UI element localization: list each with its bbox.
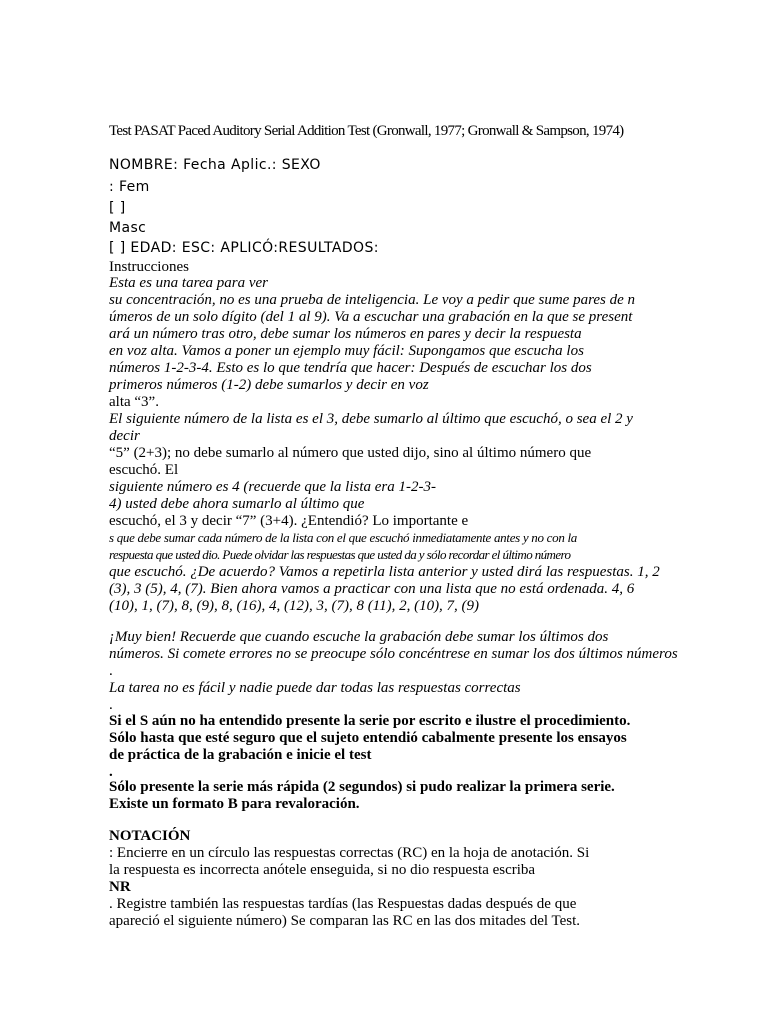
bold-instruction-line: Existe un formato B para revaloración. bbox=[109, 796, 360, 812]
instructions-line: escuchó, el 3 y decir “7” (3+4). ¿Entendió? Lo importante e bbox=[109, 513, 469, 529]
praise-line: . bbox=[109, 697, 113, 713]
instructions-line: 4) usted debe ahora sumarlo al último que bbox=[109, 496, 365, 512]
form-line-fem: : Fem bbox=[109, 179, 150, 195]
notation-line: : Encierre en un círculo las respuestas correctas (RC) en la hoja de anotación. Si bbox=[109, 845, 590, 861]
form-line-fem-box: [ ] bbox=[109, 200, 126, 216]
bold-instruction-line: Sólo hasta que esté seguro que el sujeto entendió cabalmente presente los ensayos bbox=[109, 730, 627, 746]
instructions-line: úmeros de un solo dígito (del 1 al 9). Va a escuchar una grabación en la que se present bbox=[109, 309, 633, 325]
instructions-line: su concentración, no es una prueba de inteligencia. Le voy a pedir que sume pares de n bbox=[109, 292, 635, 308]
document-title: Test PASAT Paced Auditory Serial Addition Test (Gronwall, 1977; Gronwall & Sampson, 1974) bbox=[109, 123, 624, 139]
instructions-line: “5” (2+3); no debe sumarlo al número que usted dijo, sino al último número que bbox=[109, 445, 592, 461]
notation-heading: NOTACIÓN bbox=[109, 828, 191, 844]
bold-instruction-line: Si el S aún no ha entendido presente la serie por escrito e ilustre el procedimiento. bbox=[109, 713, 631, 729]
praise-line: números. Si comete errores no se preocupe sólo concéntrese en sumar los dos últimos números bbox=[109, 646, 678, 662]
instructions-line: Esta es una tarea para ver bbox=[109, 275, 269, 291]
instructions-line: (10), 1, (7), 8, (9), 8, (16), 4, (12), 3, (7), 8 (11), 2, (10), 7, (9) bbox=[109, 598, 480, 614]
notation-line: NR bbox=[109, 879, 131, 895]
instructions-line: ará un número tras otro, debe sumar los números en pares y decir la respuesta bbox=[109, 326, 582, 342]
notation-line: la respuesta es incorrecta anótele enseguida, si no dio respuesta escriba bbox=[109, 862, 536, 878]
instructions-line: decir bbox=[109, 428, 140, 444]
instructions-line: siguiente número es 4 (recuerde que la lista era 1-2-3- bbox=[109, 479, 437, 495]
instructions-line: El siguiente número de la lista es el 3, debe sumarlo al último que escuchó, o sea el 2 y bbox=[109, 411, 633, 427]
instructions-heading: Instrucciones bbox=[109, 259, 189, 275]
notation-line: . Registre también las respuestas tardías (las Respuestas dadas después de que bbox=[109, 896, 577, 912]
instructions-line: alta “3”. bbox=[109, 394, 159, 410]
instructions-line: primeros números (1-2) debe sumarlos y decir en voz bbox=[109, 377, 429, 393]
bold-instruction-line: Sólo presente la serie más rápida (2 segundos) si pudo realizar la primera serie. bbox=[109, 779, 615, 795]
instructions-line: en voz alta. Vamos a poner un ejemplo muy fácil: Supongamos que escucha los bbox=[109, 343, 584, 359]
instructions-line: que escuchó. ¿De acuerdo? Vamos a repetirla lista anterior y usted dirá las respuestas. 1, 2 bbox=[109, 564, 660, 580]
instructions-line: números 1-2-3-4. Esto es lo que tendría que hacer: Después de escuchar los dos bbox=[109, 360, 592, 376]
form-line-name: NOMBRE: Fecha Aplic.: SEXO bbox=[109, 157, 321, 173]
instructions-line: respuesta que usted dio. Puede olvidar las respuestas que usted da y sólo recordar el último número bbox=[109, 547, 571, 562]
bold-instruction-line: . bbox=[109, 764, 113, 780]
instructions-line: s que debe sumar cada número de la lista con el que escuchó inmediatamente antes y no con la bbox=[109, 530, 577, 545]
instructions-line: (3), 3 (5), 4, (7). Bien ahora vamos a practicar con una lista que no está ordenada. 4, 6 bbox=[109, 581, 635, 597]
bold-instruction-line: de práctica de la grabación e inicie el test bbox=[109, 747, 372, 763]
instructions-line: escuchó. El bbox=[109, 462, 179, 478]
notation-line: apareció el siguiente número) Se comparan las RC en las dos mitades del Test. bbox=[109, 913, 581, 929]
praise-line: . bbox=[109, 663, 113, 679]
praise-line: ¡Muy bien! Recuerde que cuando escuche la grabación debe sumar los últimos dos bbox=[109, 629, 609, 645]
form-line-masc: Masc bbox=[109, 220, 147, 236]
form-line-fields: [ ] EDAD: ESC: APLICÓ:RESULTADOS: bbox=[109, 240, 379, 256]
praise-line: La tarea no es fácil y nadie puede dar todas las respuestas correctas bbox=[109, 680, 521, 696]
